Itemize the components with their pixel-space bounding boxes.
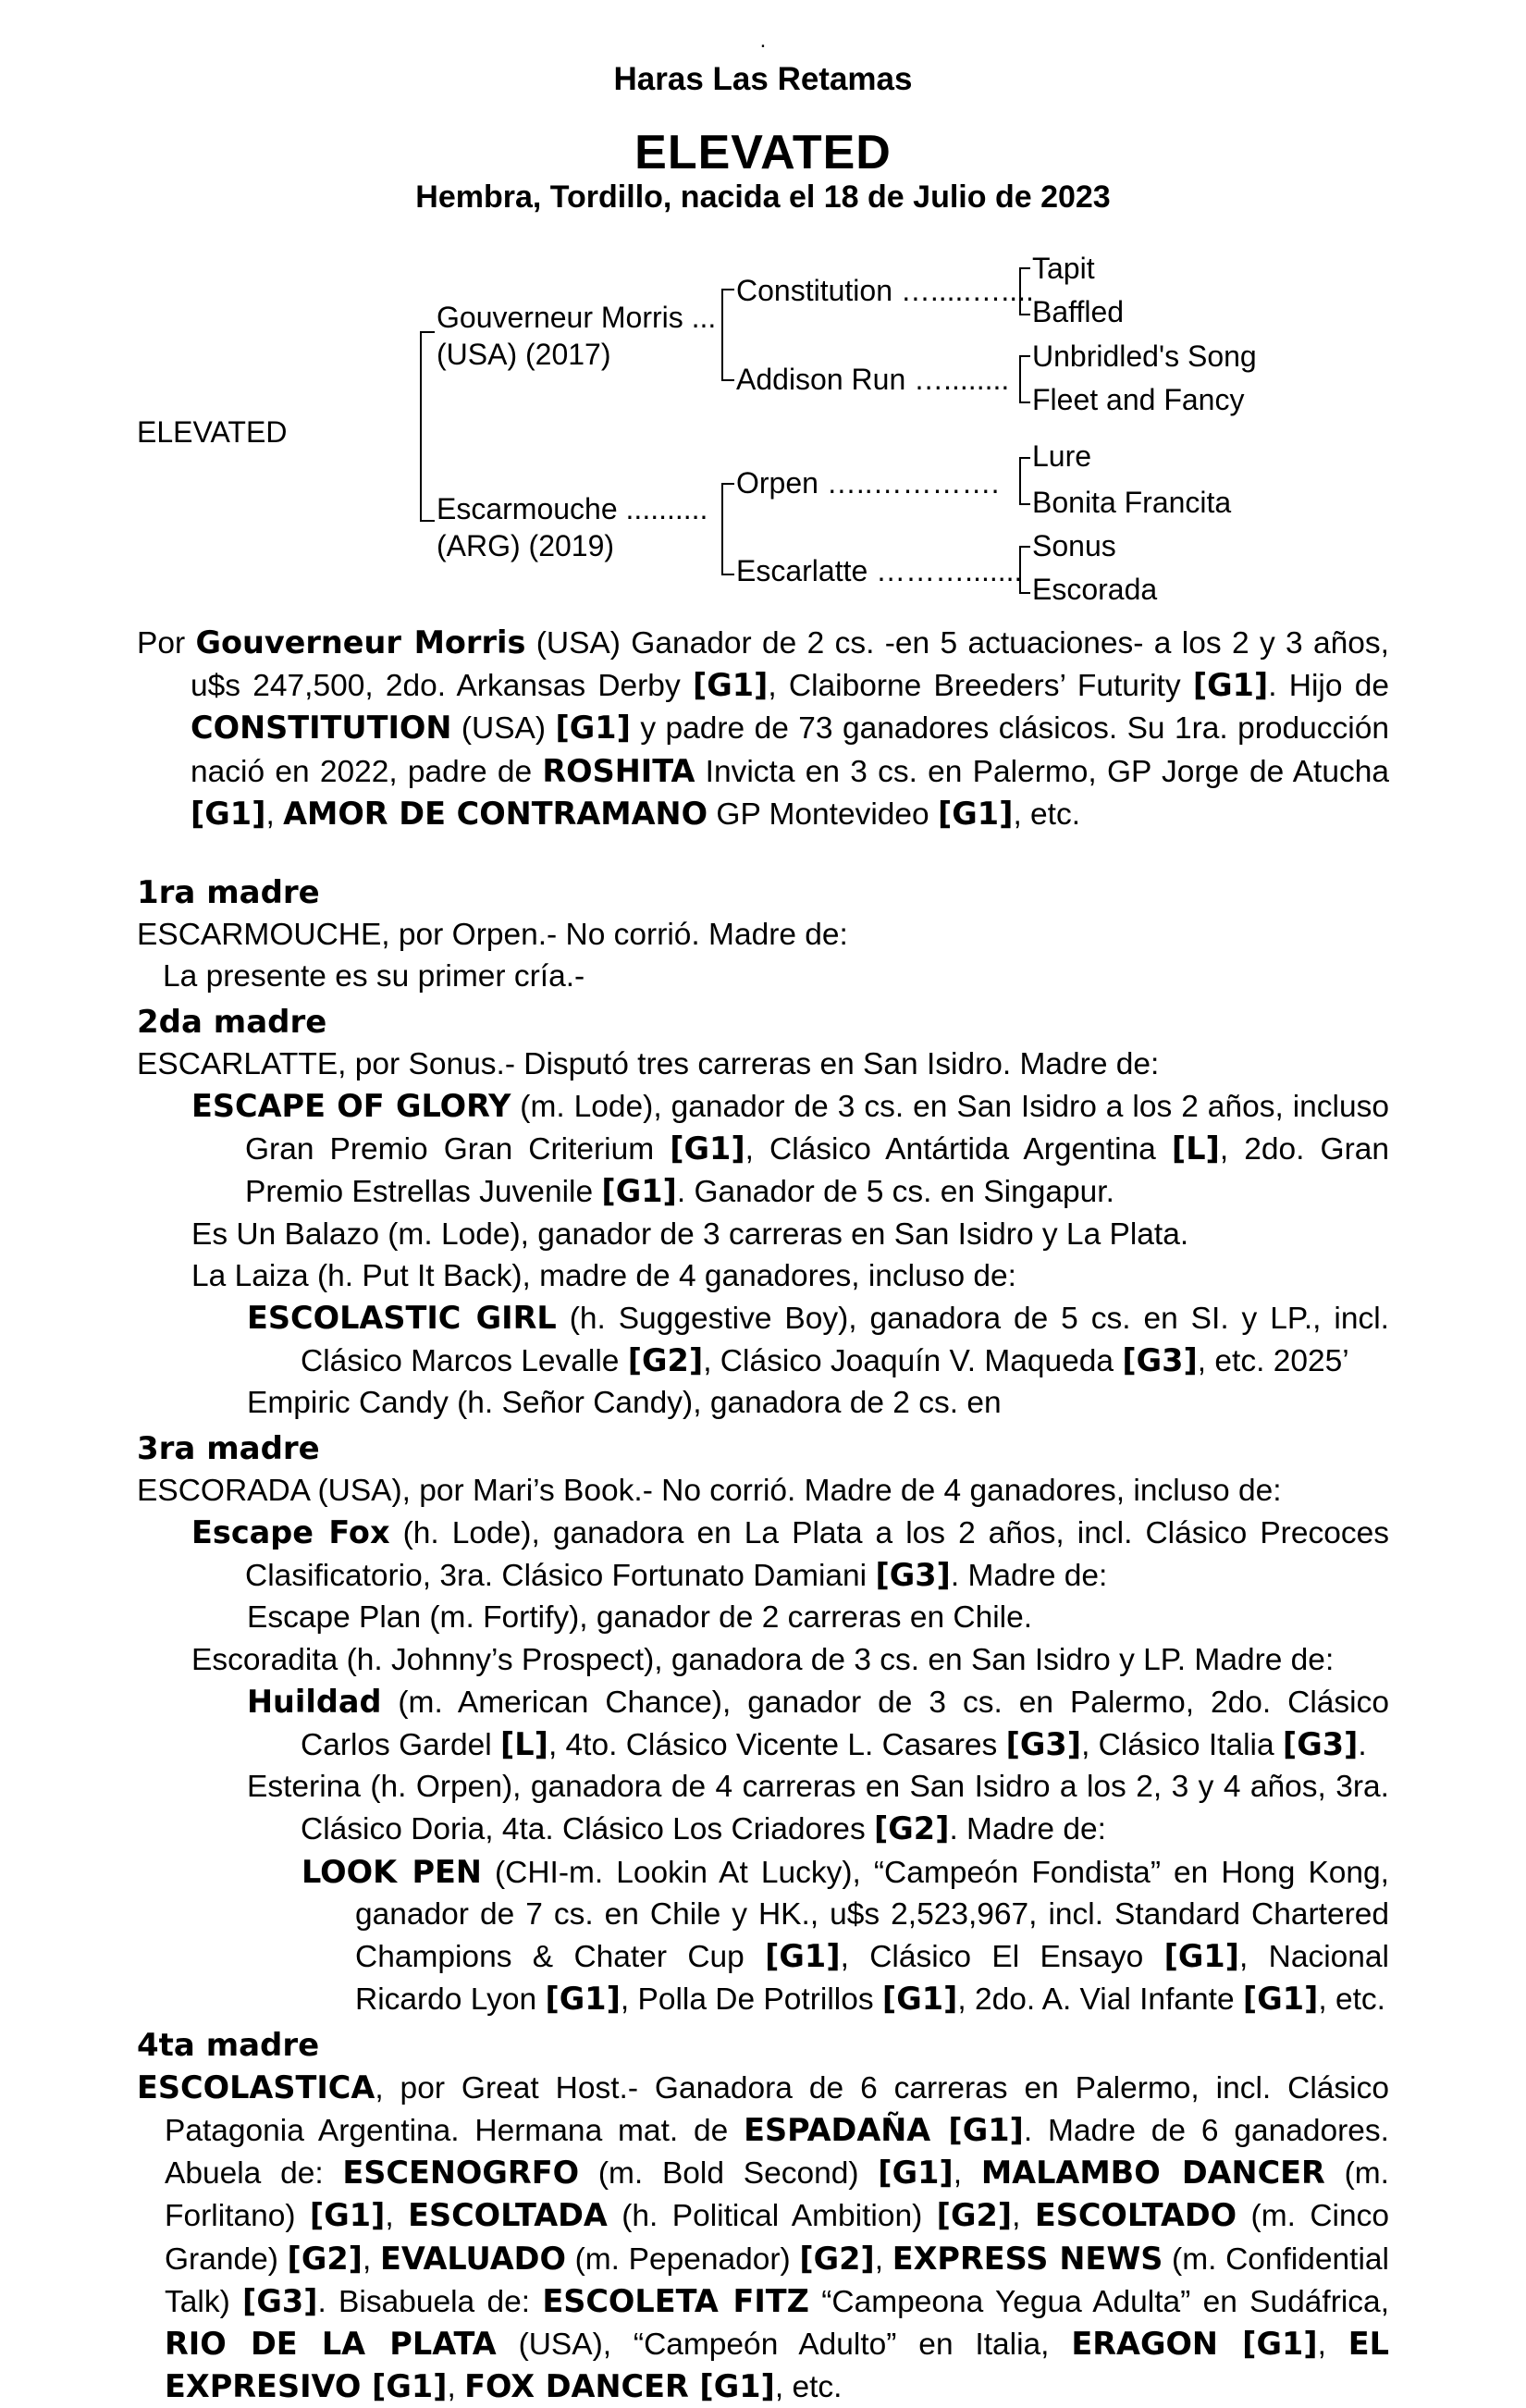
pedigree-ggp-6: Bonita Francita [1032,486,1232,519]
pedigree-sire: Gouverneur Morris ... [437,301,717,334]
bracket-ggp-1 [1019,267,1030,315]
dam2-heading: 2da madre [137,1003,327,1041]
dam1-heading: 1ra madre [137,874,320,912]
pedigree-ggp-2: Baffled [1032,295,1125,328]
bracket-ggp-2 [1019,355,1030,403]
dam3-entry-6: LOOK PEN (CHI-m. Lookin At Lucky), “Campeón Fondista” en Hong Kong, ganador de 7 cs. en Chile y HK., u$s 2,523,967, incl. Standard Chartered Champions & Chater Cup [G1], Clásico El Ensayo [G1], Nacional Ricardo Lyon [G1], Polla De Potrillos [G1], 2do. A. Vial Infante [G1], etc. [302,1853,1389,2018]
stud-name: Haras Las Retamas [613,61,913,97]
pedigree-dam-sire: Orpen …..…………. [736,466,1000,500]
dam3-entry-4: Huildad (m. American Chance), ganador de 3 cs. en Palermo, 2do. Clásico Carlos Gardel [L], 4to. Clásico Vicente L. Casares [G3], Clásico Italia [G3]. [247,1683,1389,1763]
page-dot: . [759,28,767,53]
dam3-heading: 3ra madre [137,1429,320,1467]
dam2-line: ESCARLATTE, por Sonus.- Disputó tres carreras en San Isidro. Madre de: [137,1046,1160,1081]
pedigree-dam: Escarmouche .......... [437,492,708,525]
sire-paragraph: Por Gouverneur Morris (USA) Ganador de 2 cs. -en 5 actuaciones- a los 2 y 3 años, u$s 247,500, 2do. Arkansas Derby [G1], Claiborne Breeders’ Futurity [G1]. Hijo de CONSTITUTION (USA) [G1] y padre de 73 ganadores clásicos. Su 1ra. producción nació en 2022, padre de ROSHITA Invicta en 3 cs. en Palermo, GP Jorge de Atucha [G1], AMOR DE CONTRAMANO GP Montevideo [G1], etc. [137,624,1389,832]
pedigree-ggp-3: Unbridled's Song [1032,340,1257,373]
horse-subtitle: Hembra, Tordillo, nacida el 18 de Julio de 2023 [415,179,1111,215]
sire-name: Gouverneur Morris [195,624,526,661]
bracket-sire-parents [721,289,734,381]
pedigree-sire-sire: Constitution ….....….... [736,274,1034,307]
pedigree-dam-origin: (ARG) (2019) [437,529,615,562]
dam1-line: ESCARMOUCHE, por Orpen.- No corrió. Madre de: [137,918,848,953]
bracket-parents [420,331,435,522]
pedigree-ggp-1: Tapit [1032,252,1095,285]
dam4-paragraph: ESCOLASTICA, por Great Host.- Ganadora de 6 carreras en Palermo, incl. Clásico Patagonia Argentina. Hermana mat. de ESPADAÑA [G1]. Madre de 6 ganadores. Abuela de: ESCENOGRFO (m. Bold Second) [G1], MALAMBO DANCER (m. Forlitano) [G1], ESCOLTADA (h. Political Ambition) [G2], ESCOLTADO (m. Cinco Grande) [G2], EVALUADO (m. Pepenador) [G2], EXPRESS NEWS (m. Confidential Talk) [G3]. Bisabuela de: ESCOLETA FITZ “Campeona Yegua Adulta” en Sudáfrica, RIO DE LA PLATA (USA), “Campeón Adulto” en Italia, ERAGON [G1], EL EXPRESIVO [G1], FOX DANCER [G1], etc. [137,2068,1389,2405]
bracket-ggp-4 [1019,546,1030,594]
dam2-entry-3: La Laiza (h. Put It Back), madre de 4 ganadores, incluso de: [191,1258,1016,1293]
dam3-line: ESCORADA (USA), por Mari’s Book.- No corrió. Madre de 4 ganadores, incluso de: [137,1473,1282,1508]
catalog-body [137,622,1389,2408]
pedigree-ggp-4: Fleet and Fancy [1032,383,1245,416]
dam4-heading: 4ta madre [137,2026,320,2064]
pedigree-dam-dam: Escarlatte ………....... [736,554,1023,587]
pedigree-sire-origin: (USA) (2017) [437,338,611,371]
pedigree-ggp-5: Lure [1032,439,1092,473]
dam3-entry-2: Escape Plan (m. Fortify), ganador de 2 carreras en Chile. [247,1600,1033,1636]
pedigree-ggp-8: Escorada [1032,573,1158,606]
bracket-dam-parents [721,483,734,575]
dam3-entry-5: Esterina (h. Orpen), ganadora de 4 carreras en San Isidro a los 2, 3 y 4 años, 3ra. Clásico Doria, 4ta. Clásico Los Criadores [G2]. Madre de: [247,1770,1389,1847]
dam3-entry-3: Escoradita (h. Johnny’s Prospect), ganadora de 3 cs. en San Isidro y LP. Madre de: [191,1642,1335,1677]
dam2-entry-1: ESCAPE OF GLORY (m. Lode), ganador de 3 cs. en San Isidro a los 2 años, incluso Gran Premio Gran Criterium [G1], Clásico Antártida Argentina [L], 2do. Gran Premio Estrellas Juvenile [G1]. Ganador de 5 cs. en Singapur. [191,1088,1390,1210]
horse-title: ELEVATED [634,126,892,179]
pedigree-sire-dam: Addison Run …........ [736,363,1010,396]
dam2-entry-4: ESCOLASTIC GIRL (h. Suggestive Boy), ganadora de 5 cs. en SI. y LP., incl. Clásico Marcos Levalle [G2], Clásico Joaquín V. Maqueda [G3], etc. 2025’ [247,1300,1389,1379]
dam3-entry-1: Escape Fox (h. Lode), ganadora en La Plata a los 2 años, incl. Clásico Precoces Clasificatorio, 3ra. Clásico Fortunato Damiani [G3]. Madre de: [191,1514,1389,1594]
bracket-ggp-3 [1019,457,1030,505]
pedigree-ggp-7: Sonus [1032,529,1116,562]
pedigree-subject: ELEVATED [137,415,288,449]
dam2-entry-2: Es Un Balazo (m. Lode), ganador de 3 carreras en San Isidro y La Plata. [191,1216,1189,1252]
dam2-entry-5: Empiric Candy (h. Señor Candy), ganadora de 2 cs. en [247,1386,1002,1421]
dam1-produce: La presente es su primer cría.- [163,959,585,994]
